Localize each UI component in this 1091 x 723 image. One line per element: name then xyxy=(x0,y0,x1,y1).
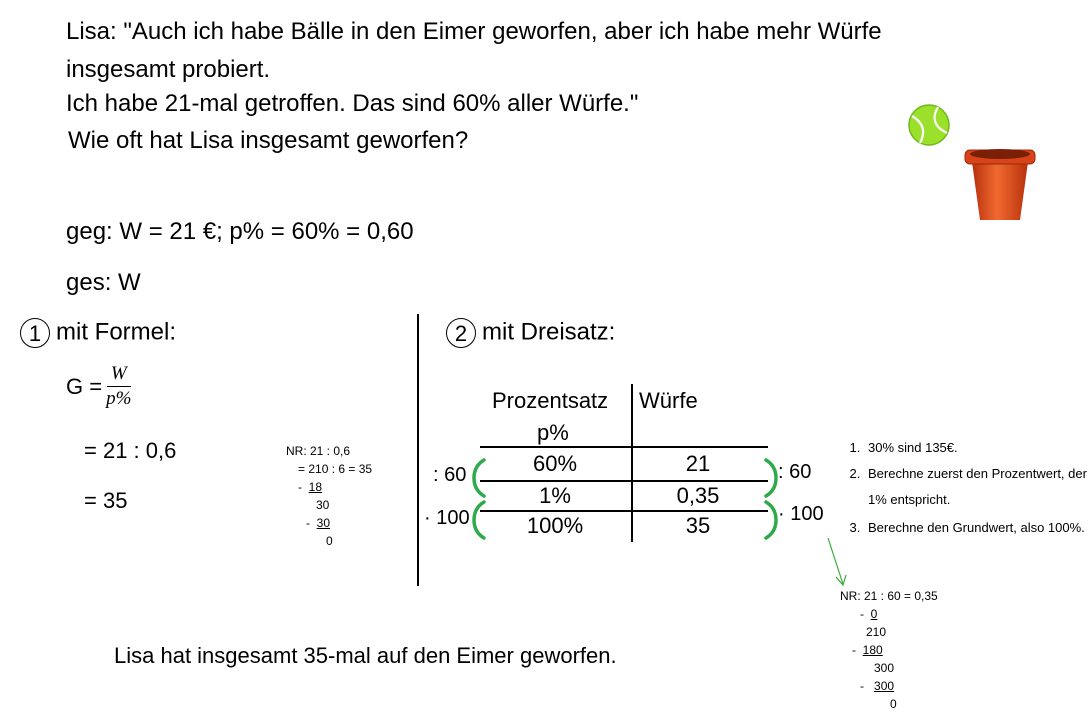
problem-line-3: Ich habe 21-mal getroffen. Das sind 60% aller Würfe." xyxy=(66,90,639,117)
left-brace-icon xyxy=(470,456,490,542)
given-values: geg: W = 21 €; p% = 60% = 0,60 xyxy=(66,218,414,245)
nr2-line-5: 300 xyxy=(874,661,895,675)
nr1-line-6: 0 xyxy=(326,534,333,548)
nr2-line-3: 210 xyxy=(866,625,887,639)
table-vertical-line xyxy=(631,384,633,542)
problem-question: Wie oft hat Lisa insgesamt geworfen? xyxy=(68,127,469,154)
method1-heading xyxy=(20,318,176,348)
table-cell-percent: 100% xyxy=(526,513,584,538)
nr1-line-4: 30 xyxy=(316,498,330,512)
hint-item: 2. Berechne zuerst den Prozentwert, der 1% entspricht. xyxy=(864,461,1090,513)
left-operation-2: · 100 xyxy=(424,507,470,529)
method2-heading xyxy=(446,318,615,348)
left-operation-1: : 60 xyxy=(433,464,467,486)
table-cell-percent: 1% xyxy=(539,483,571,508)
formula-step-2: = 35 xyxy=(84,488,128,513)
hint-item: 3. Berechne den Grundwert, also 100%. xyxy=(864,515,1090,541)
table-cell-throws: 0,35 xyxy=(676,483,720,508)
right-operation-2: · 100 xyxy=(778,503,824,525)
table-line-1 xyxy=(480,446,768,448)
formula-lhs: G = xyxy=(66,373,103,399)
nr2-line-7: 0 xyxy=(890,697,897,711)
table-cell-throws: 35 xyxy=(685,513,711,538)
table-header-percent-symbol: p% xyxy=(537,420,569,445)
formula-fraction xyxy=(102,362,135,411)
problem-line-1: Lisa: "Auch ich habe Bälle in den Eimer geworfen, aber ich habe mehr Würfe xyxy=(66,18,882,45)
formula xyxy=(66,362,135,411)
table-line-3 xyxy=(480,510,768,512)
table-cell-throws: 21 xyxy=(685,451,711,476)
method1-label: mit Formel: xyxy=(56,318,176,346)
nr2-line-1: NR: 21 : 60 = 0,35 xyxy=(840,589,938,603)
right-operation-1: : 60 xyxy=(778,461,812,483)
problem-line-2: insgesamt probiert. xyxy=(66,56,271,83)
nr1-line-1: NR: 21 : 0,6 xyxy=(286,444,351,458)
tennis-ball-icon xyxy=(906,102,952,148)
table-line-2 xyxy=(480,480,768,482)
method2-label: mit Dreisatz: xyxy=(482,318,616,346)
method2-number: 2 xyxy=(446,318,476,348)
formula-step-1: = 21 : 0,6 xyxy=(84,438,177,463)
nr2-line-4: - 180 xyxy=(852,643,883,657)
nr1-line-3: - 18 xyxy=(298,480,323,494)
method-divider xyxy=(417,314,419,586)
answer-sentence: Lisa hat insgesamt 35-mal auf den Eimer geworfen. xyxy=(114,643,617,668)
table-header-percent: Prozentsatz xyxy=(492,388,609,413)
hint-list xyxy=(842,435,1090,541)
bucket-icon xyxy=(962,144,1038,224)
sought-value: ges: W xyxy=(66,269,141,296)
right-brace-icon xyxy=(760,456,780,542)
nr1-line-2: = 210 : 6 = 35 xyxy=(298,462,373,476)
method1-number: 1 xyxy=(20,318,50,348)
table-cell-percent: 60% xyxy=(532,451,578,476)
arrow-icon xyxy=(822,534,852,590)
nr1-line-5: - 30 xyxy=(306,516,331,530)
formula-numerator: W xyxy=(107,362,131,387)
nr2-line-6: - 300 xyxy=(860,679,895,693)
nr2-line-2: - 0 xyxy=(860,607,878,621)
table-header-throws: Würfe xyxy=(639,388,698,413)
formula-denominator: p% xyxy=(106,388,132,409)
hint-item: 1. 30% sind 135€. xyxy=(864,435,1090,461)
